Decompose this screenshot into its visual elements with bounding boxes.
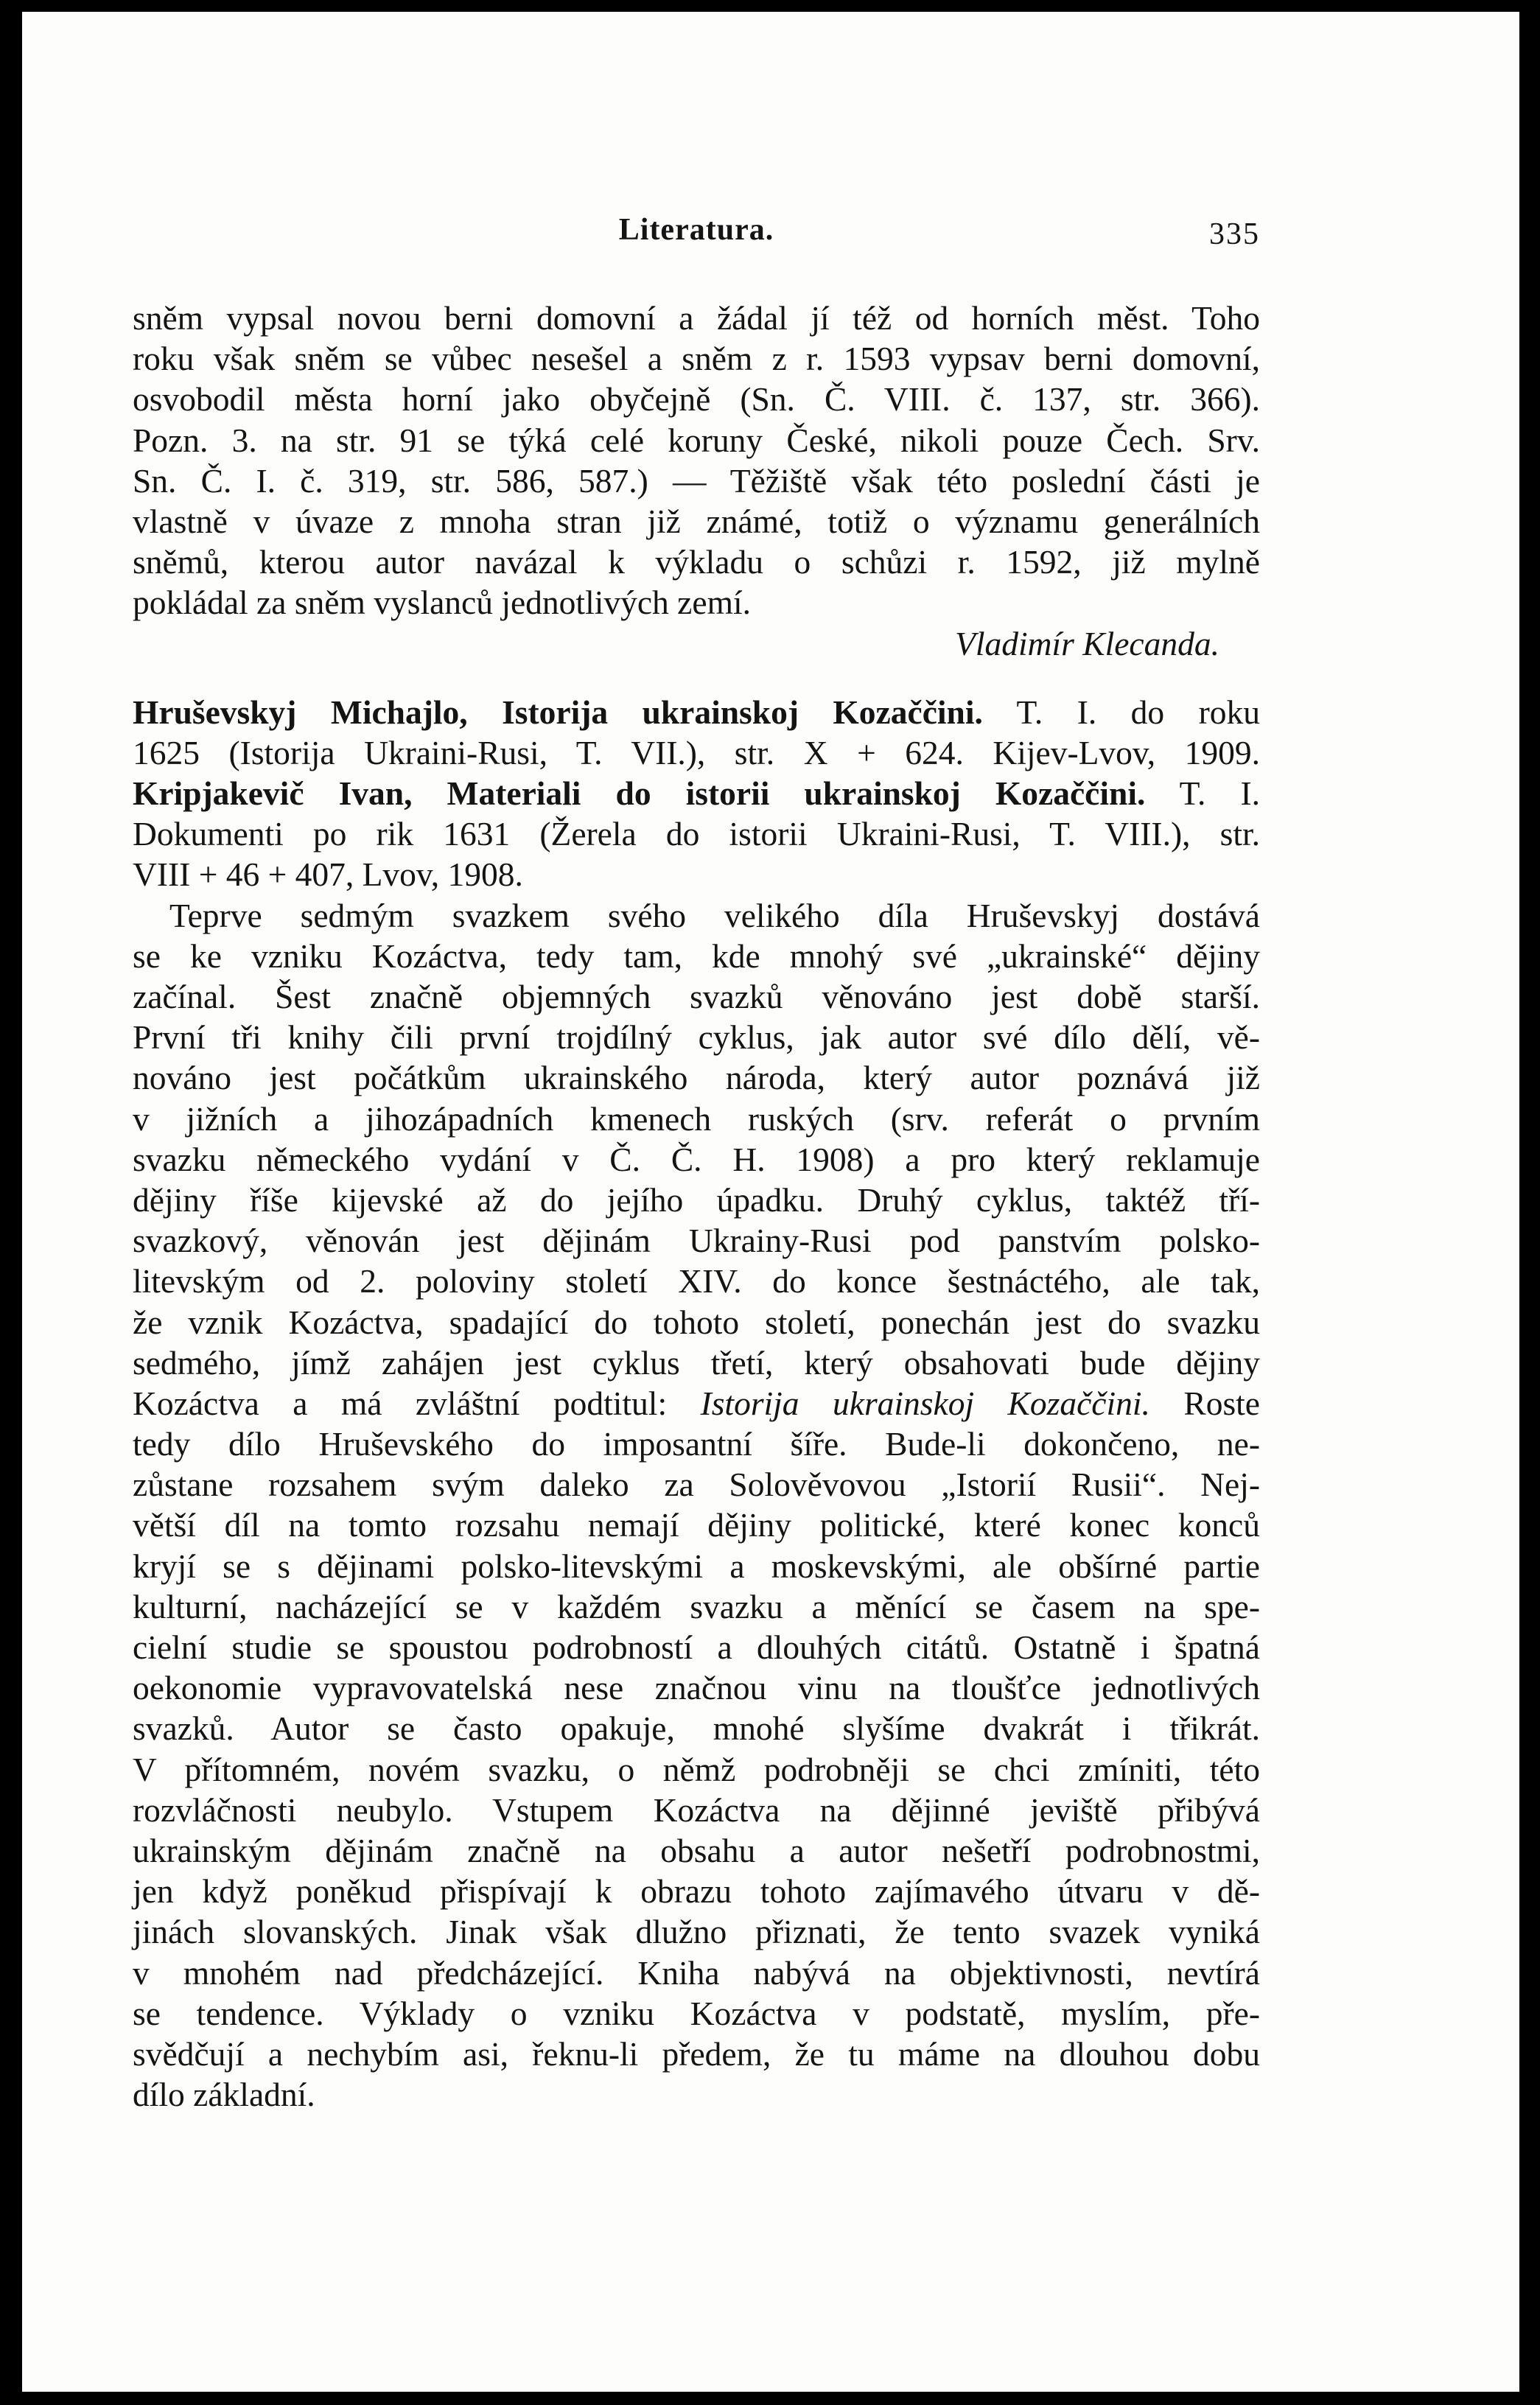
text-line: nováno jest počátkům ukrainského národa, který autor poznává již	[133, 1059, 1260, 1097]
text-line: vlastně v úvaze z mnoha stran již známé, totiž o významu generálních	[133, 502, 1260, 540]
text-line: Teprve sedmým svazkem svého velikého díla Hruševskyj dostává	[169, 896, 1260, 934]
bibliography-author: Hruševskyj Michajlo, Istorija ukrainskoj Kozaččini.	[133, 693, 983, 731]
text-line: sněm vypsal novou berni domovní a žádal jí též od horních měst. Toho	[133, 299, 1260, 337]
text-line: sněmů, kterou autor navázal k výkladu o schůzi r. 1592, již mylně	[133, 543, 1260, 581]
bibliography-line	[133, 692, 1260, 732]
text-line: dílo základní.	[133, 2076, 315, 2114]
text-line: svazků. Autor se často opakuje, mnohé slyšíme dvakrát i třikrát.	[133, 1709, 1260, 1748]
text-line: svazku německého vydání v Č. Č. H. 1908) a pro který reklamuje	[133, 1140, 1260, 1178]
book-subtitle: Istorija ukrainskoj Kozaččini.	[700, 1384, 1150, 1422]
page-header	[133, 212, 1260, 256]
page-text	[133, 298, 1260, 2115]
text-line: rozvláčnosti neubylo. Vstupem Kozáctva na dějinné jeviště přibývá	[133, 1790, 1260, 1829]
section-gap	[133, 664, 1260, 692]
text-line: kryjí se s dějinami polsko-litevskými a moskevskými, ale obšírné partie	[133, 1547, 1260, 1585]
bibliography-detail: T. I. do roku	[1016, 693, 1260, 731]
text-line: začínal. Šest značně objemných svazků věnováno jest době starší.	[133, 978, 1260, 1015]
text-line: ukrainským dějinám značně na obsahu a autor nešetří podrobnostmi,	[133, 1831, 1260, 1869]
text-line: cielní studie se spoustou podrobností a dlouhých citátů. Ostatně i špatná	[133, 1628, 1260, 1666]
text-line: pokládal za sněm vyslanců jednotlivých zemí.	[133, 584, 751, 622]
text-line: se tendence. Výklady o vzniku Kozáctva v podstatě, myslím, pře-	[133, 1994, 1260, 2032]
text-line: větší díl na tomto rozsahu nemají dějiny politické, které konec konců	[133, 1506, 1260, 1544]
text-line: jen když poněkud přispívají k obrazu tohoto zajímavého útvaru v dě-	[133, 1872, 1260, 1911]
text-line: sedmého, jímž zahájen jest cyklus třetí, který obsahovati bude dějiny	[133, 1343, 1260, 1382]
text-line: V přítomném, novém svazku, o němž podrobněji se chci zmíniti, této	[133, 1750, 1260, 1788]
text-line: zůstane rozsahem svým daleko za Solověvovou „Istorií Rusii“. Nej-	[133, 1466, 1260, 1504]
bibliography-line: VIII + 46 + 407, Lvov, 1908.	[133, 855, 523, 894]
text-line: Pozn. 3. na str. 91 se týká celé koruny České, nikoli pouze Čech. Srv.	[133, 421, 1260, 459]
bibliography-line: Dokumenti po rik 1631 (Žerela do istorii Ukraini-Rusi, T. VIII.), str.	[133, 815, 1260, 853]
text-line: roku však sněm se vůbec nesešel a sněm z r. 1593 vypsav berni domovní,	[133, 340, 1260, 378]
text-line: Sn. Č. I. č. 319, str. 586, 587.) — Těžiště však této poslední části je	[133, 461, 1260, 500]
bibliography-detail: T. I.	[1179, 774, 1260, 813]
running-head: Literatura.	[618, 213, 774, 247]
text-line: jinách slovanských. Jinak však dlužno přiznati, že tento svazek vyniká	[133, 1913, 1260, 1951]
text-line: svědčují a nechybím asi, řeknu-li předem, že tu máme na dlouhou dobu	[133, 2034, 1260, 2073]
text-line: že vznik Kozáctva, spadající do tohoto století, ponechán jest do svazku	[133, 1303, 1260, 1341]
text-line: První tři knihy čili první trojdílný cyklus, jak autor své dílo dělí, vě-	[133, 1018, 1260, 1057]
text-line: svazkový, věnován jest dějinám Ukrainy-Rusi pod panstvím polsko-	[133, 1222, 1260, 1260]
text-line	[133, 1383, 1260, 1424]
text-line: litevským od 2. poloviny století XIV. do konce šestnáctého, ale tak,	[133, 1262, 1260, 1300]
page-number: 335	[1209, 217, 1260, 251]
bibliography-author: Kripjakevič Ivan, Materiali do istorii ukrainskoj Kozaččini.	[133, 774, 1146, 813]
bibliography-line	[133, 773, 1260, 813]
text-line: oekonomie vypravovatelská nese značnou vinu na tloušťce jednotlivých	[133, 1669, 1260, 1707]
text-line: se ke vzniku Kozáctva, tedy tam, kde mnohý své „ukrainské“ dějiny	[133, 937, 1260, 975]
bibliography-line: 1625 (Istorija Ukraini-Rusi, T. VII.), str. X + 624. Kijev-Lvov, 1909.	[133, 733, 1260, 771]
text-fragment: Kozáctva a má zvláštní podtitul:	[133, 1384, 668, 1422]
reviewer-signature: Vladimír Klecanda.	[955, 624, 1219, 662]
text-line: dějiny říše kijevské až do jejího úpadku. Druhý cyklus, taktéž tří-	[133, 1180, 1260, 1219]
text-line: v mnohém nad předcházející. Kniha nabývá na objektivnosti, nevtírá	[133, 1953, 1260, 1992]
text-fragment: Roste	[1183, 1384, 1261, 1422]
text-line: v jižních a jihozápadních kmenech ruských (srv. referát o prvním	[133, 1099, 1260, 1138]
text-line: tedy dílo Hruševského do imposantní šíře. Bude-li dokončeno, ne-	[133, 1425, 1260, 1463]
text-line: osvobodil města horní jako obyčejně (Sn. Č. VIII. č. 137, str. 366).	[133, 380, 1260, 419]
text-line: kulturní, nacházející se v každém svazku a měnící se časem na spe-	[133, 1587, 1260, 1625]
